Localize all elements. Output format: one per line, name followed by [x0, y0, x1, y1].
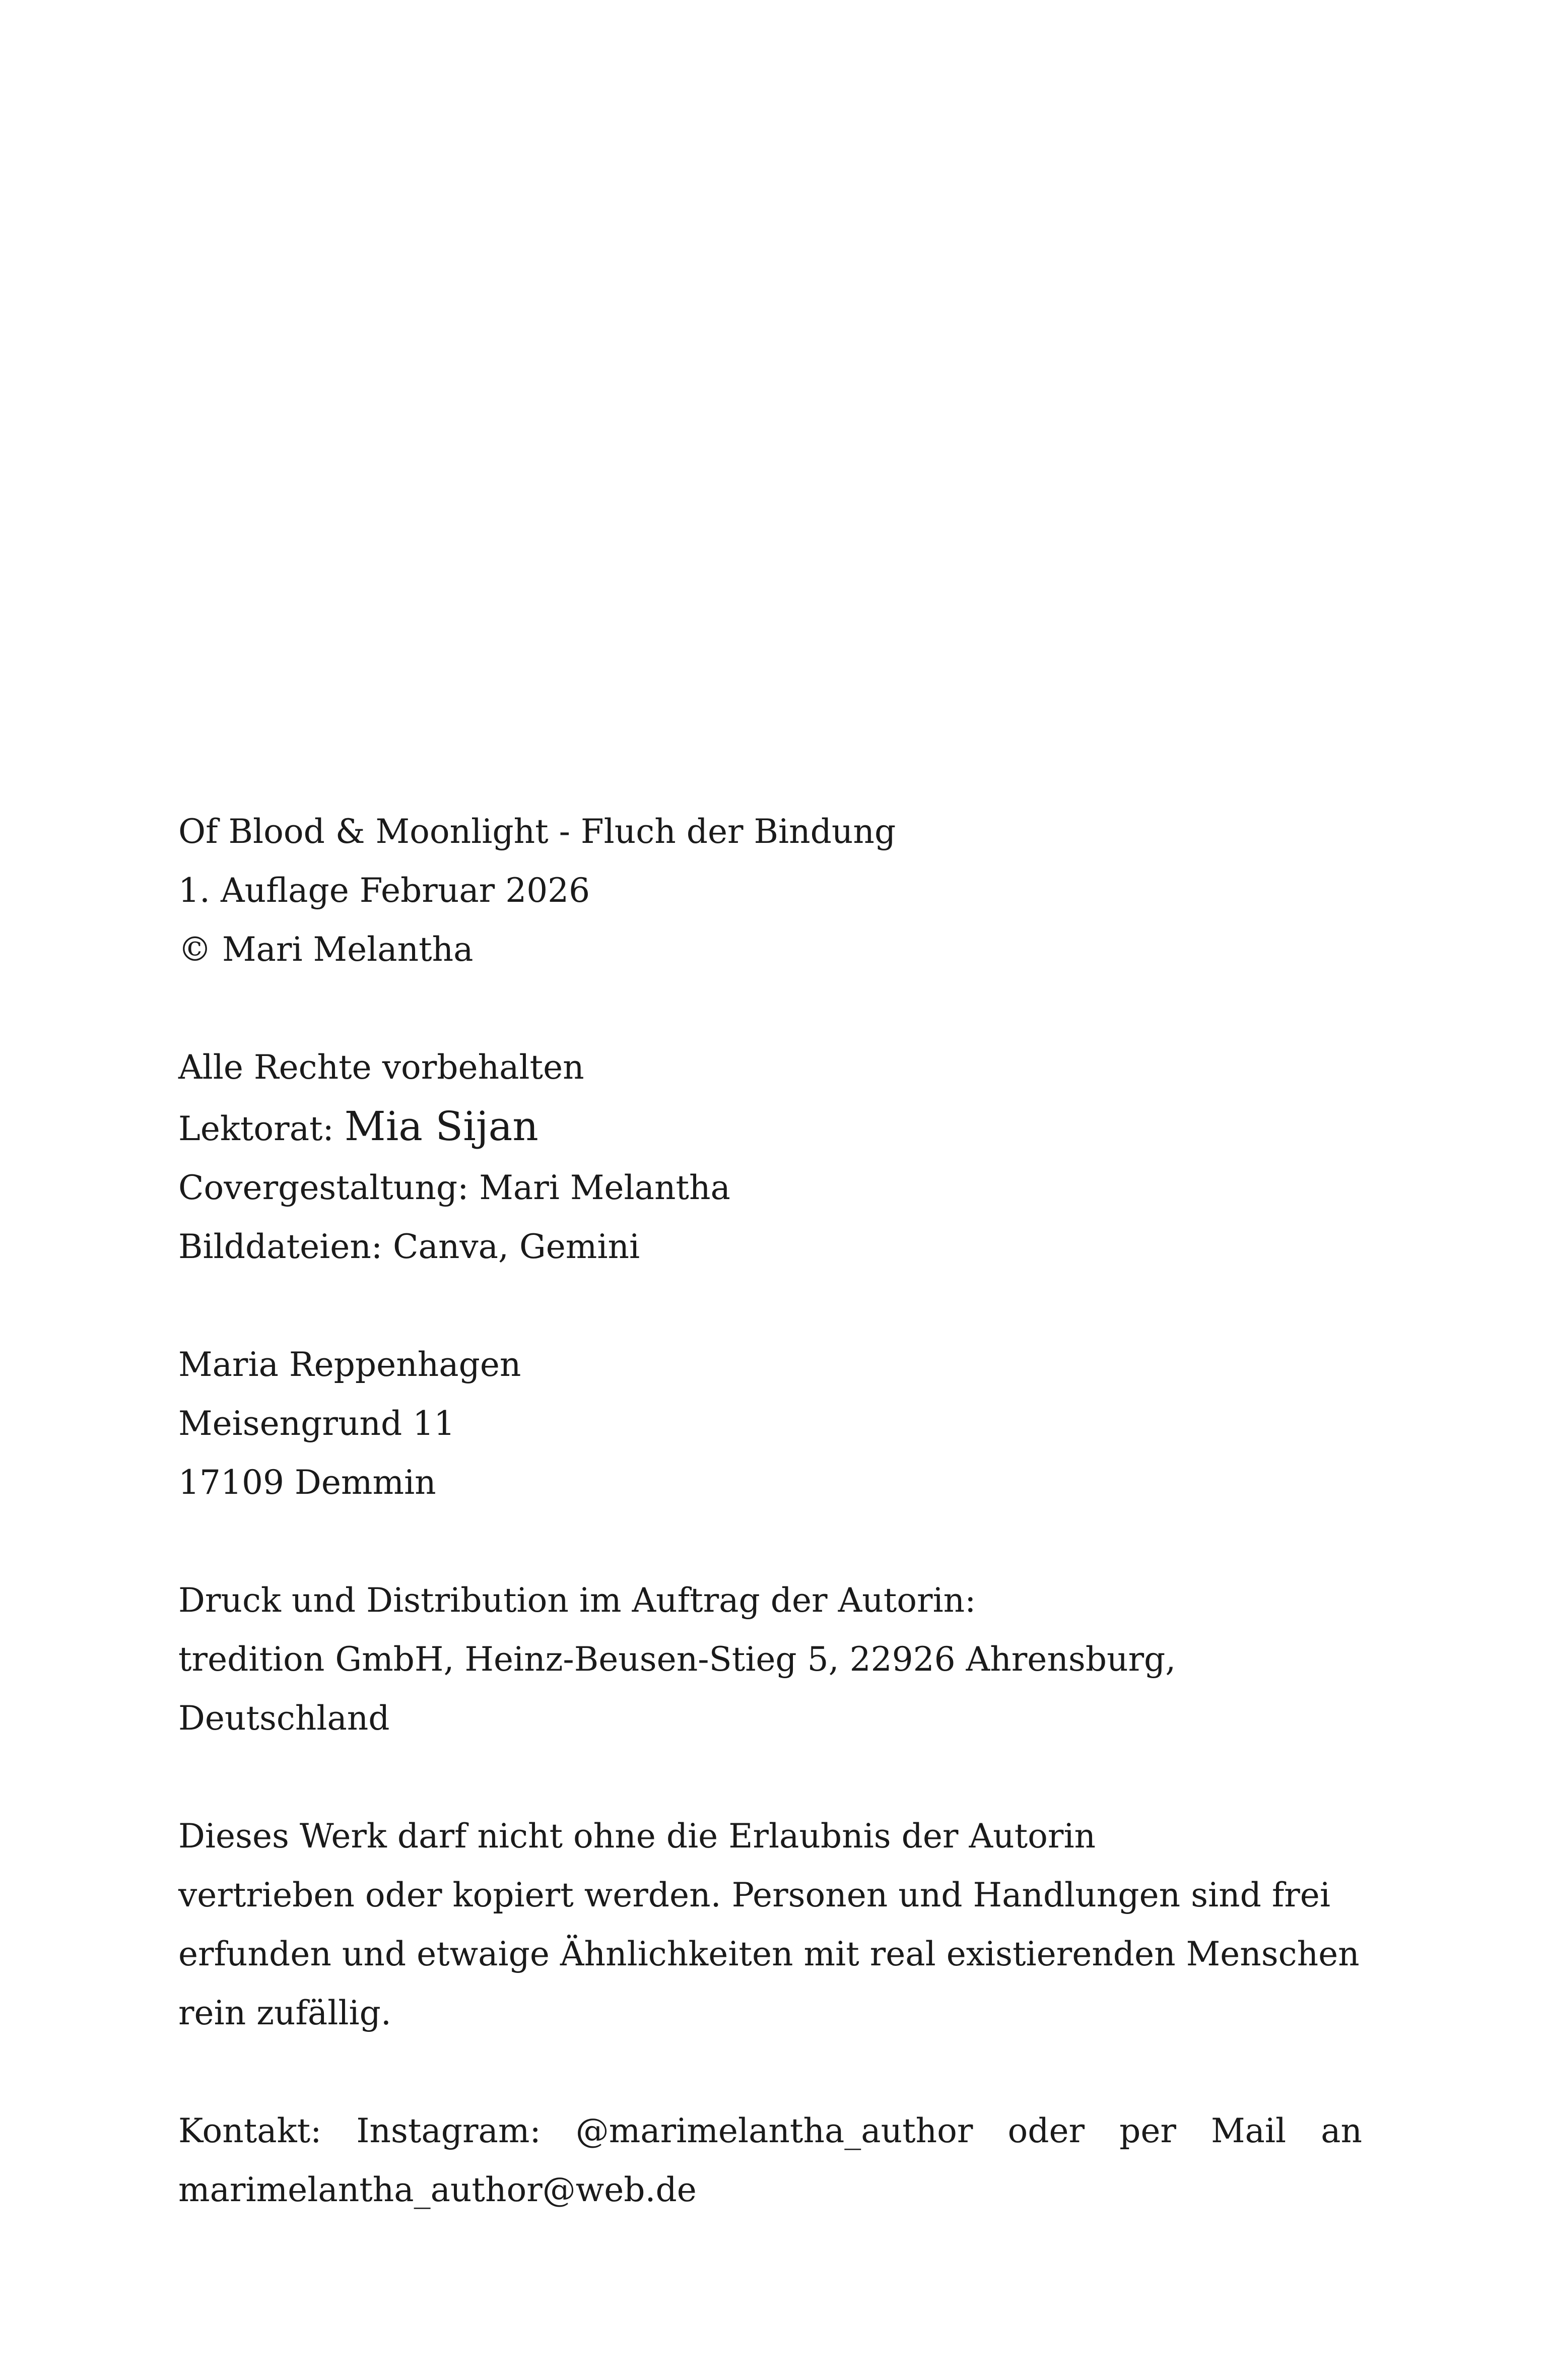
- distribution-line-2: tredition GmbH, Heinz-Beusen-Stieg 5, 22926 Ahrensburg,: [178, 1640, 1176, 1679]
- rights-line: Alle Rechte vorbehalten: [178, 1048, 584, 1087]
- address-street: Meisengrund 11: [178, 1404, 455, 1443]
- image-credit-line: Bilddateien: Canva, Gemini: [178, 1227, 640, 1266]
- contact-email: marimelantha_author@web.de: [178, 2170, 697, 2209]
- legal-line-2: vertrieben oder kopiert werden. Personen und Handlungen sind frei: [178, 1876, 1330, 1914]
- book-title: Of Blood & Moonlight - Fluch der Bindung: [178, 812, 896, 851]
- spacer: [178, 2042, 1362, 2101]
- contact-line-1: Kontakt: Instagram: @marimelantha_author oder per Mail an: [178, 2111, 1362, 2150]
- legal-line-4: rein zufällig.: [178, 1994, 391, 2032]
- lektorat-name: Mia Sijan: [344, 1103, 539, 1150]
- edition-line: 1. Auflage Februar 2026: [178, 871, 590, 910]
- cover-credit-line: Covergestaltung: Mari Melantha: [178, 1168, 730, 1207]
- lektorat-label: Lektorat:: [178, 1109, 345, 1148]
- address-city: 17109 Demmin: [178, 1463, 436, 1502]
- address-name: Maria Reppenhagen: [178, 1345, 521, 1384]
- distribution-line-1: Druck und Distribution im Auftrag der Autorin:: [178, 1581, 976, 1620]
- lektorat-line: [178, 1097, 1362, 1158]
- legal-line-1: Dieses Werk darf nicht ohne die Erlaubnis der Autorin: [178, 1817, 1096, 1856]
- spacer: [178, 1276, 1362, 1335]
- spacer: [178, 979, 1362, 1038]
- copyright-line: © Mari Melantha: [178, 930, 474, 969]
- legal-line-3: erfunden und etwaige Ähnlichkeiten mit real existierenden Menschen: [178, 1935, 1360, 1973]
- distribution-line-3: Deutschland: [178, 1699, 390, 1738]
- spacer: [178, 1512, 1362, 1571]
- imprint-text: [178, 802, 1362, 2219]
- spacer: [178, 1748, 1362, 1807]
